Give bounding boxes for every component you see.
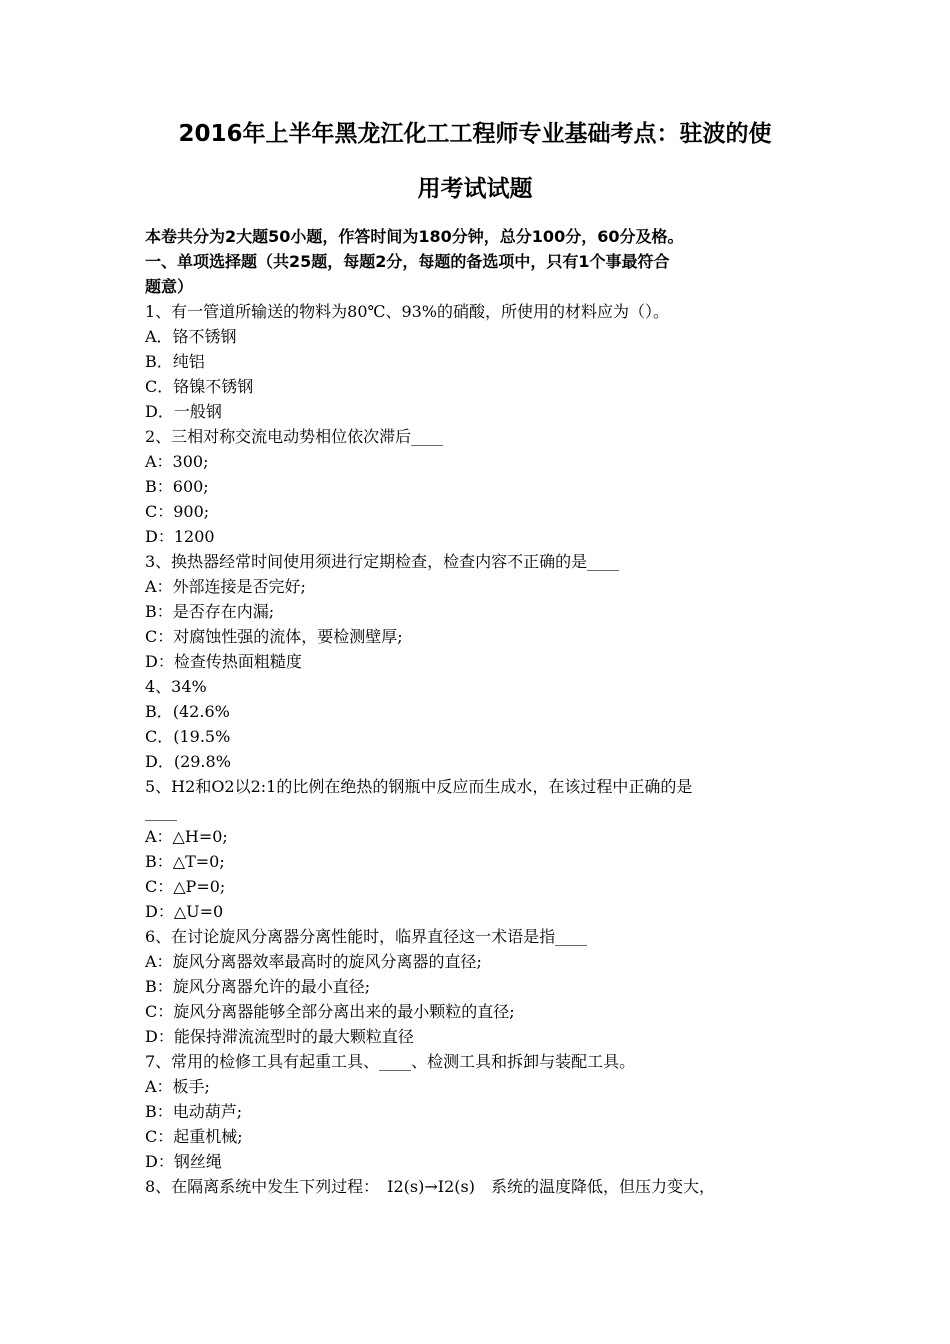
- question-stem: 1、有一管道所输送的物料为80℃、93%的硝酸，所使用的材料应为（）。: [145, 302, 670, 321]
- question-stem: 8、在隔离系统中发生下列过程： I2(s)→I2(s) 系统的温度降低，但压力变大，: [145, 1177, 715, 1196]
- question-option: C：旋风分离器能够全部分离出来的最小颗粒的直径;: [145, 1002, 515, 1021]
- question-option: D．一般钢: [145, 402, 222, 421]
- question-option: D：1200: [145, 527, 215, 546]
- question-option: A：外部连接是否完好;: [145, 577, 306, 596]
- question-stem: 6、在讨论旋风分离器分离性能时，临界直径这一术语是指____: [145, 927, 588, 946]
- question-option: B：电动葫芦;: [145, 1102, 243, 1121]
- question-option: B：600;: [145, 477, 209, 496]
- question-option: C：起重机械;: [145, 1127, 243, 1146]
- question-stem: 4、34%: [145, 677, 207, 696]
- question-option: B：是否存在内漏;: [145, 602, 275, 621]
- question-stem-continuation: ____: [145, 802, 177, 821]
- question-option: C：对腐蚀性强的流体，要检测壁厚;: [145, 627, 403, 646]
- question-stem: 2、三相对称交流电动势相位依次滞后____: [145, 427, 444, 446]
- question-stem: 5、H2和O2以2:1的比例在绝热的钢瓶中反应而生成水，在该过程中正确的是: [145, 777, 693, 796]
- question-option: D：△U=0: [145, 902, 224, 921]
- question-option: C．(19.5%: [145, 727, 231, 746]
- question-option: A：300;: [145, 452, 209, 471]
- exam-intro: 本卷共分为2大题50小题，作答时间为180分钟，总分100分，60分及格。: [145, 227, 684, 246]
- section-heading-line2: 题意）: [145, 277, 194, 296]
- question-stem: 7、常用的检修工具有起重工具、____、检测工具和拆卸与装配工具。: [145, 1052, 636, 1071]
- question-option: B：旋风分离器允许的最小直径;: [145, 977, 371, 996]
- question-option: C：900;: [145, 502, 210, 521]
- question-option: D：能保持滞流流型时的最大颗粒直径: [145, 1027, 414, 1046]
- document-title-line2: 用考试试题: [417, 176, 533, 202]
- question-option: A：旋风分离器效率最高时的旋风分离器的直径;: [145, 952, 482, 971]
- document-title-line1: 2016年上半年黑龙江化工工程师专业基础考点：驻波的使: [178, 121, 772, 147]
- question-option: A：△H=0;: [145, 827, 228, 846]
- question-option: C：△P=0;: [145, 877, 226, 896]
- question-option: B．纯铝: [145, 352, 205, 371]
- section-heading-line1: 一、单项选择题（共25题，每题2分，每题的备选项中，只有1个事最符合: [145, 252, 670, 271]
- question-option: B：△T=0;: [145, 852, 225, 871]
- question-option: D：钢丝绳: [145, 1152, 222, 1171]
- question-option: D：检查传热面粗糙度: [145, 652, 302, 671]
- document-body: [145, 224, 813, 1199]
- question-option: A．铬不锈钢: [145, 327, 237, 346]
- question-option: B．(42.6%: [145, 702, 230, 721]
- question-stem: 3、换热器经常时间使用须进行定期检查，检查内容不正确的是____: [145, 552, 620, 571]
- question-option: C．铬镍不锈钢: [145, 377, 254, 396]
- question-option: D．(29.8%: [145, 752, 231, 771]
- question-option: A：板手;: [145, 1077, 210, 1096]
